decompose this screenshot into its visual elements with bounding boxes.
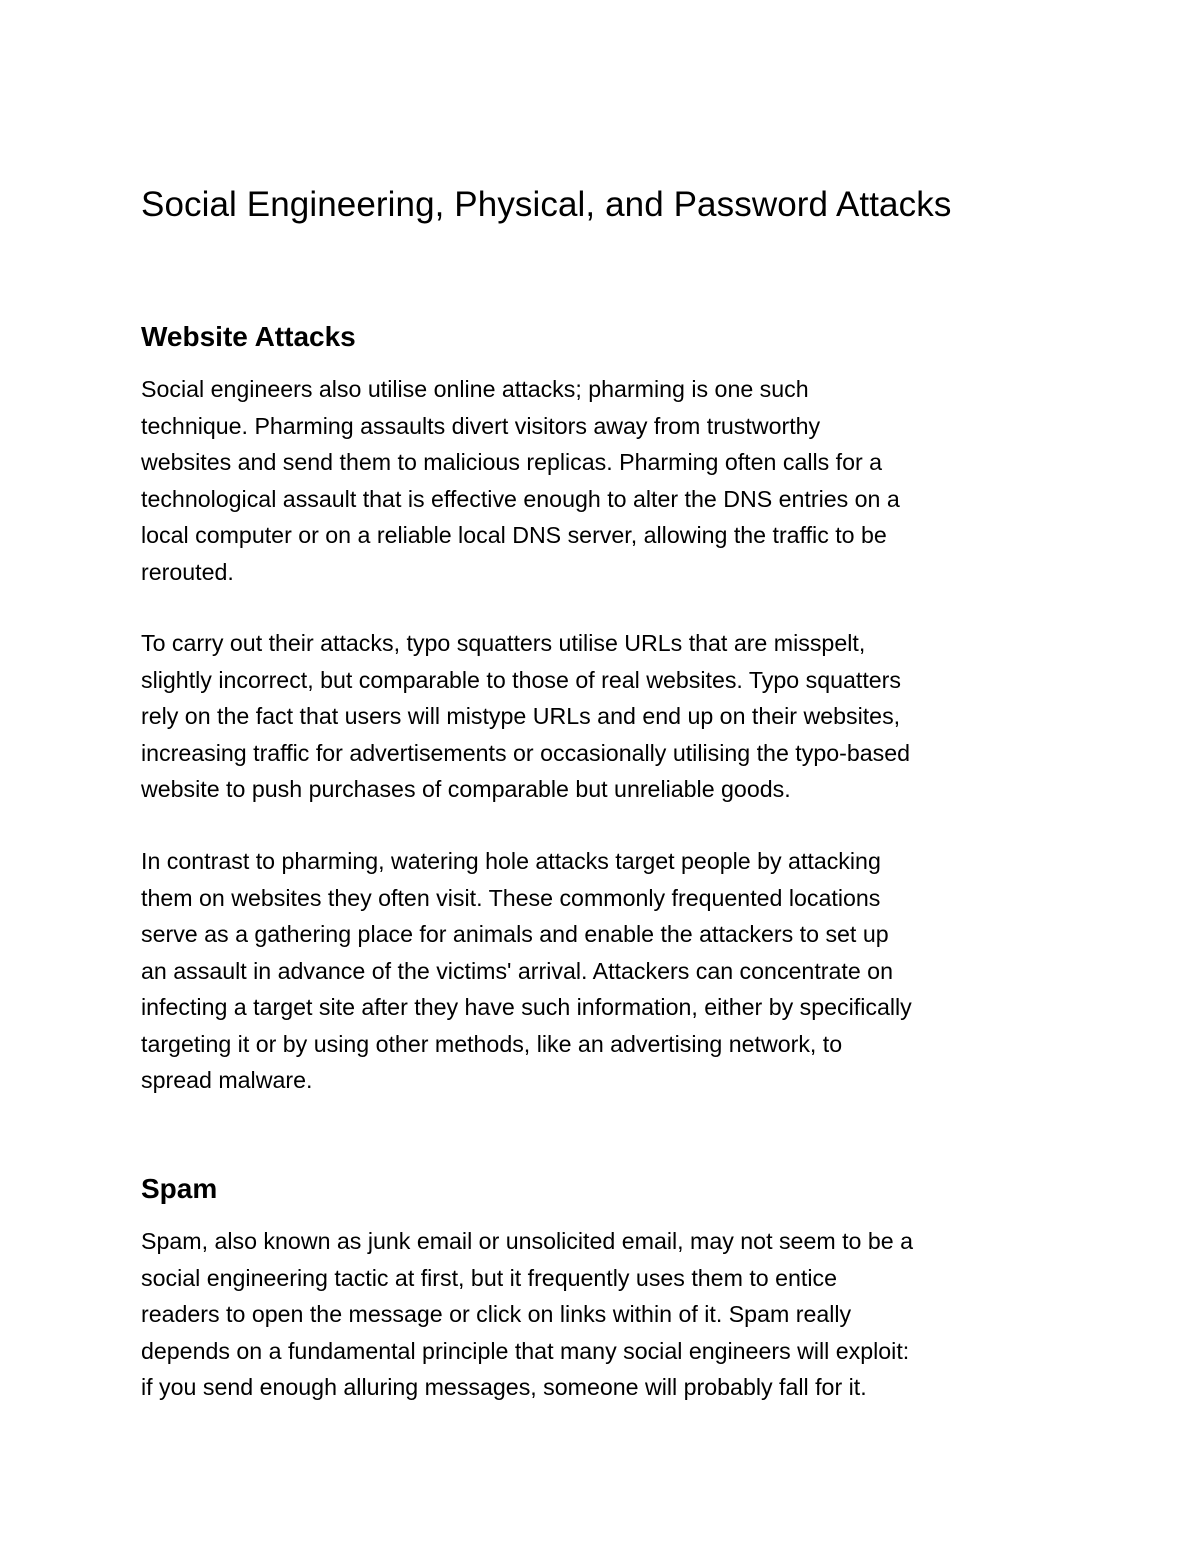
text-line: website to push purchases of comparable but unreliable goods. — [141, 776, 791, 802]
text-line: depends on a fundamental principle that many social engineers will exploit: — [141, 1337, 910, 1364]
text-line: them on websites they often visit. These commonly frequented locations — [141, 884, 881, 911]
text-line: serve as a gathering place for animals and enable the attackers to set up — [141, 921, 889, 947]
document-title: Social Engineering, Physical, and Password Attacks — [141, 185, 952, 224]
text-line: increasing traffic for advertisements or occasionally utilising the typo-based — [141, 739, 911, 766]
section-heading-website-attacks: Website Attacks — [141, 321, 356, 352]
text-line: To carry out their attacks, typo squatters utilise URLs that are misspelt, — [141, 630, 866, 656]
text-line: websites and send them to malicious replicas. Pharming often calls for a — [141, 449, 883, 475]
text-line: infecting a target site after they have such information, either by specifically — [141, 994, 912, 1020]
text-line: Social engineers also utilise online attacks; pharming is one such — [141, 376, 809, 402]
text-line: if you send enough alluring messages, someone will probably fall for it. — [141, 1374, 867, 1400]
text-line: rerouted. — [141, 558, 234, 585]
text-line: spread malware. — [141, 1067, 313, 1093]
text-line: Spam, also known as junk email or unsolicited email, may not seem to be a — [141, 1228, 914, 1254]
section-heading-spam: Spam — [141, 1173, 218, 1204]
paragraph-pharming — [141, 371, 900, 590]
text-line: In contrast to pharming, watering hole attacks target people by attacking — [141, 848, 881, 874]
text-line: targeting it or by using other methods, like an advertising network, to — [141, 1030, 843, 1057]
paragraph-watering-hole — [141, 843, 912, 1099]
paragraph-typo-squatters — [141, 625, 910, 808]
text-line: social engineering tactic at first, but it frequently uses them to entice — [141, 1264, 837, 1291]
paragraph-spam — [141, 1223, 913, 1406]
text-line: readers to open the message or click on links within of it. Spam really — [141, 1301, 852, 1327]
text-line: an assault in advance of the victims' arrival. Attackers can concentrate on — [141, 957, 893, 984]
text-line: rely on the fact that users will mistype URLs and end up on their websites, — [141, 703, 901, 729]
text-line: local computer or on a reliable local DNS server, allowing the traffic to be — [141, 522, 887, 548]
text-line: slightly incorrect, but comparable to those of real websites. Typo squatters — [141, 666, 901, 693]
text-line: technological assault that is effective enough to alter the DNS entries on a — [141, 485, 900, 512]
text-line: technique. Pharming assaults divert visitors away from trustworthy — [141, 412, 821, 439]
